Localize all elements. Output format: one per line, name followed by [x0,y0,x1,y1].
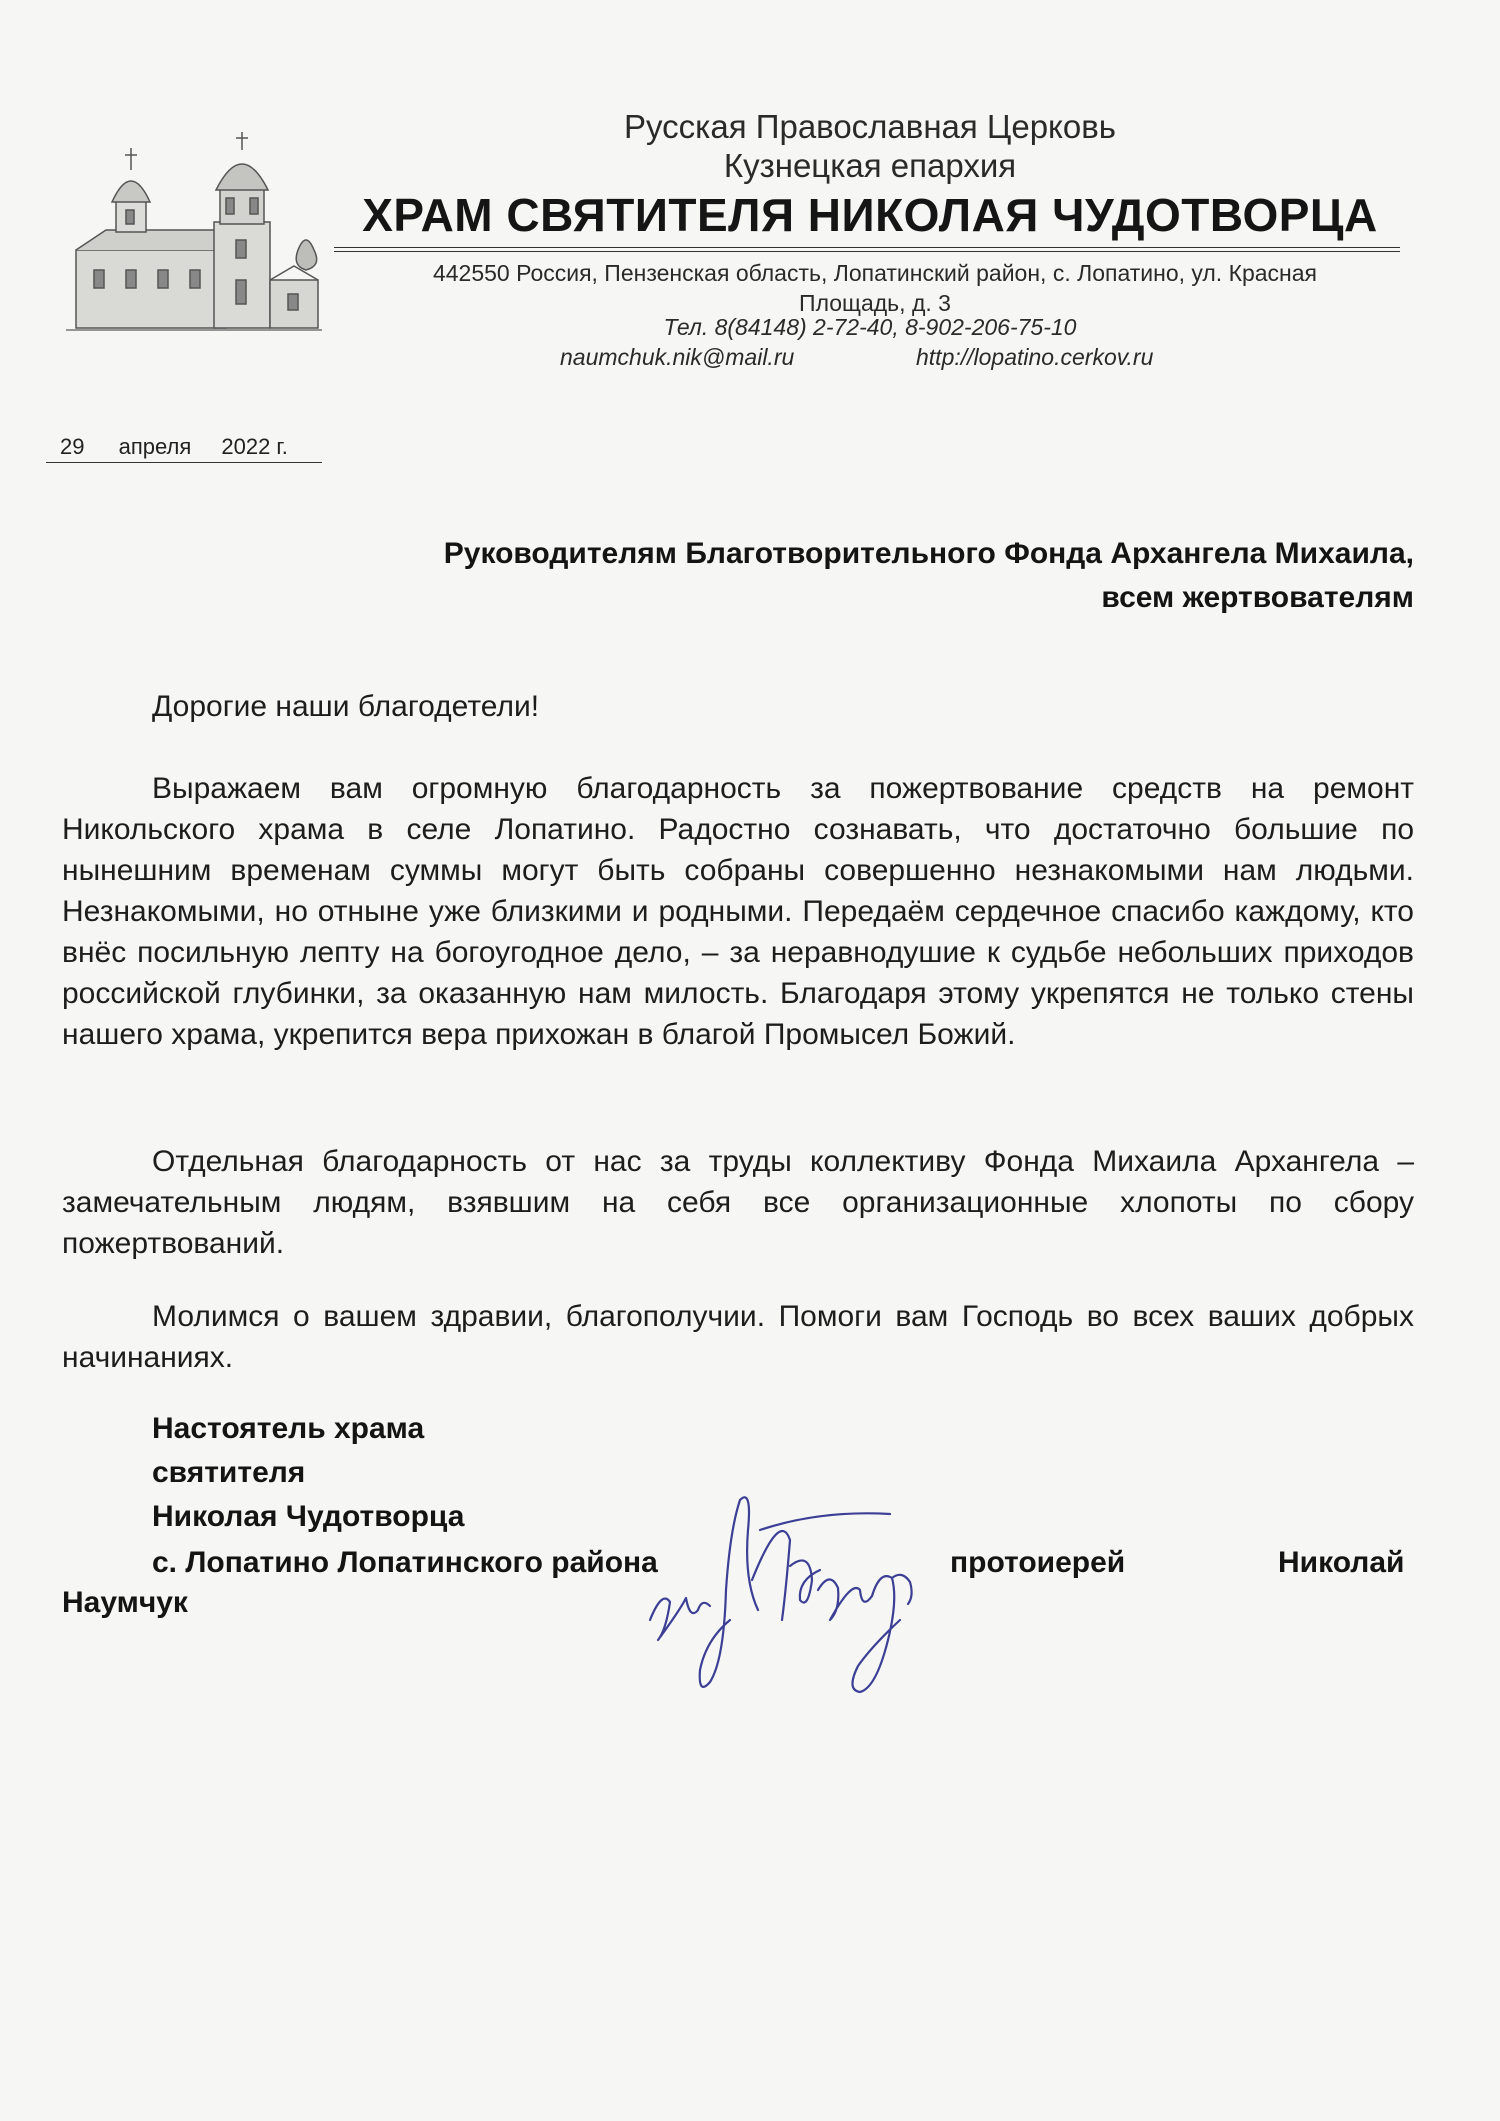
paragraph-fund-thanks: Отдельная благодарность от нас за труды коллективу Фонда Михаила Архангела – замечательным людям, взявшим на себя все организационные хлопоты по сбору пожертвований. [62,1145,1414,1260]
paragraph-gratitude: Выражаем вам огромную благодарность за пожертвование средств на ремонт Никольского храма в селе Лопатино. Радостно сознавать, что достаточно большие по нынешним временам суммы могут быть собраны совершенно незнакомыми нам людьми. Незнакомыми, но отныне уже близкими и родными. Передаём сердечное спасибо каждому, кто внёс посильную лепту на богоугодное дело, – за неравнодушие к судьбе небольших приходов российской глубинки, за оказанную нам милость. Благодаря этому укрепятся не только стены нашего храма, укрепится вера прихожан в благой Промысел Божий. [62,772,1414,1051]
phone-numbers: Тел. 8(84148) 2-72-40, 8-902-206-75-10 [663,314,1077,340]
signer-rank: протоиерей [950,1546,1126,1579]
addressee-line-1: Руководителям Благотворительного Фонда Архангела Михаила, [443,537,1414,570]
handwritten-signature-icon [640,1470,940,1700]
letter-date [46,434,322,463]
signer-title-line-3: Николая Чудотворца [152,1500,465,1533]
salutation: Дорогие наши благодетели! [152,690,540,723]
church-drawing-icon [66,130,322,336]
signer-first-name: Николай [1278,1546,1405,1579]
org-title: ХРАМ СВЯТИТЕЛЯ НИКОЛАЯ ЧУДОТВОРЦА [362,189,1378,241]
signer-title-line-1: Настоятель храма [152,1412,425,1445]
date-day: 29 [60,434,85,459]
address-line-2: Площадь, д. 3 [799,290,951,316]
signer-last-name: Наумчук [62,1586,188,1619]
org-line-diocese: Кузнецкая епархия [723,147,1017,184]
date-year: 2022 г. [221,434,288,459]
addressee [444,532,1414,620]
email-address: naumchuk.nik@mail.ru [560,344,795,370]
address-line-1: 442550 Россия, Пензенская область, Лопатинский район, с. Лопатино, ул. Красная [432,260,1318,286]
website-url: http://lopatino.cerkov.ru [916,344,1154,370]
letterhead-divider [334,247,1400,252]
address [380,258,1370,318]
date-month: апреля [118,434,192,459]
signer-title-line-2: святителя [152,1456,306,1489]
org-line-church: Русская Православная Церковь [624,108,1116,145]
paragraph-prayer: Молимся о вашем здравии, благополучии. Помоги вам Господь во всех ваших добрых начинаниях. [62,1300,1414,1374]
signer-title-line-4: с. Лопатино Лопатинского района [152,1546,658,1579]
addressee-line-2: всем жертвователям [1101,581,1414,614]
